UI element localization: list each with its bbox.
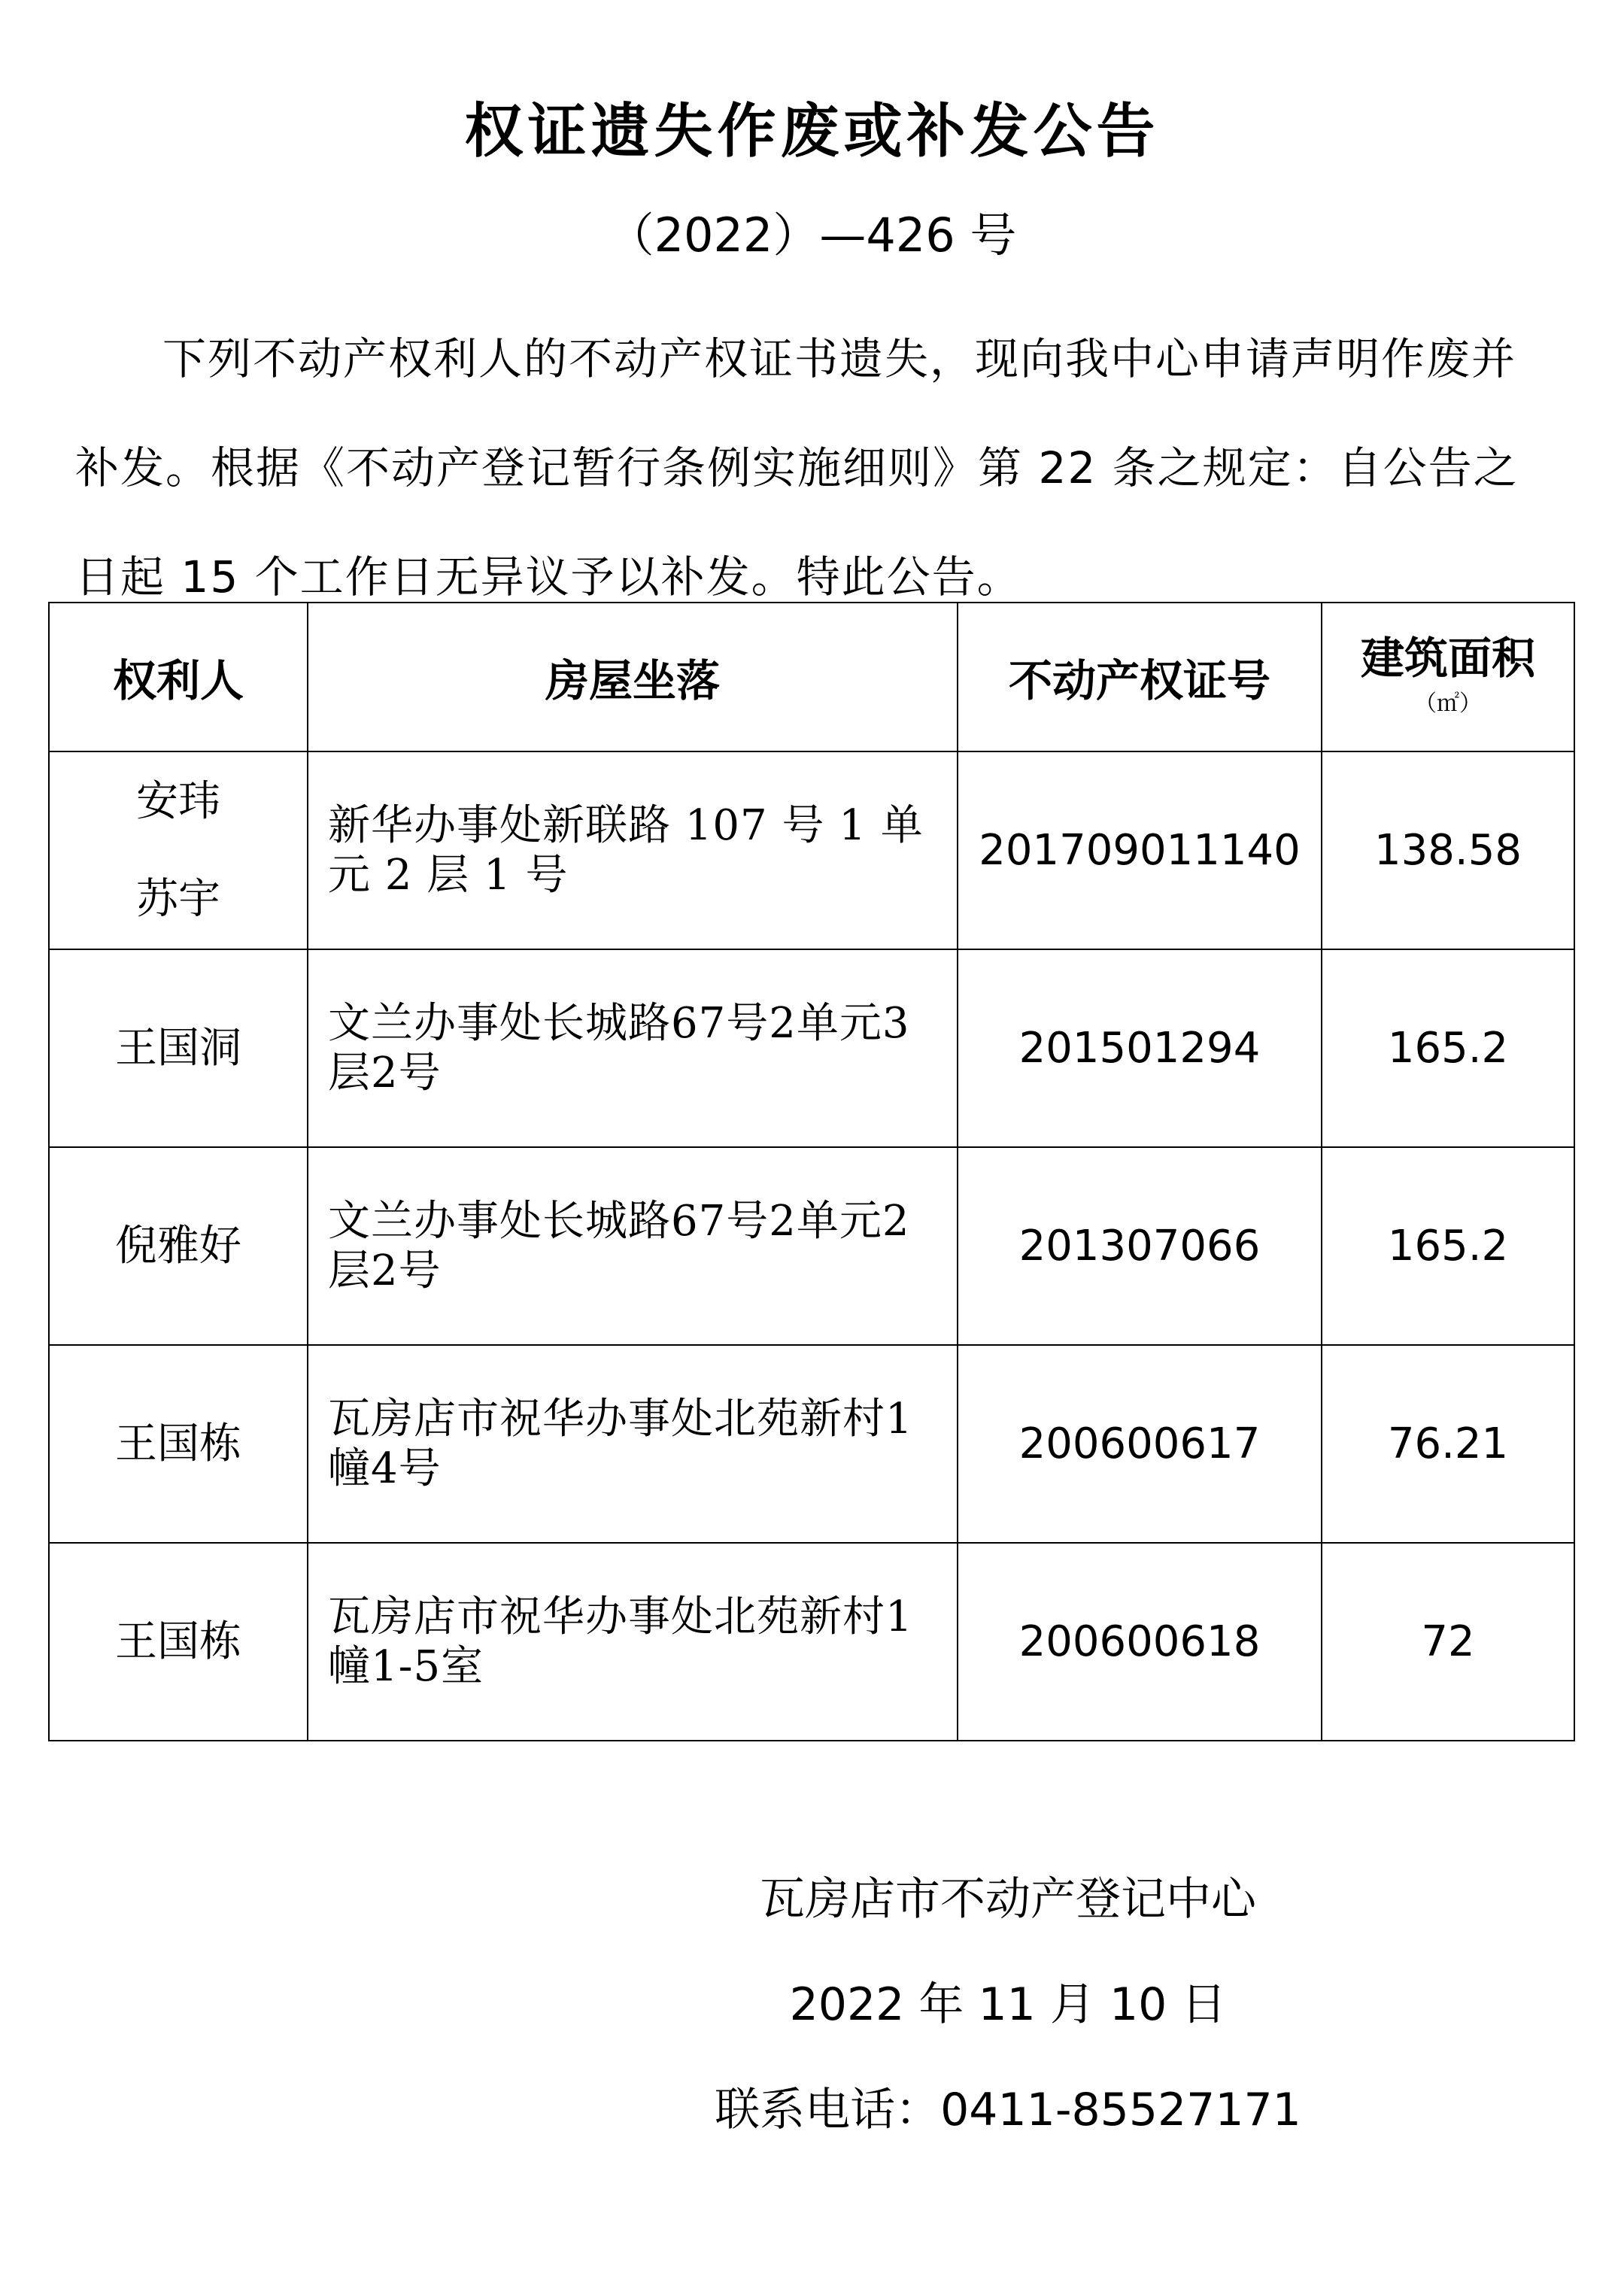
address-cell: 瓦房店市祝华办事处北苑新村1幢4号: [308, 1345, 958, 1543]
table-row: [49, 1543, 1574, 1741]
document-number: （2022）—426 号: [607, 208, 1017, 263]
table-row: [49, 1345, 1574, 1543]
notice-title: 权证遗失作废或补发公告: [464, 98, 1160, 165]
holder-cell: 倪雅好: [49, 1147, 308, 1345]
header-holder: 权利人: [49, 603, 308, 751]
table-header-row: [49, 603, 1574, 751]
issuing-organization: 瓦房店市不动产登记中心: [760, 1873, 1256, 1926]
cert-number-cell: 200600618: [958, 1543, 1322, 1741]
table-row: [49, 1147, 1574, 1345]
area-cell: 76.21: [1322, 1345, 1574, 1543]
header-address: 房屋坐落: [308, 603, 958, 751]
header-area-unit: （㎡）: [1414, 691, 1482, 717]
lost-certificate-table: [48, 602, 1575, 1741]
holder-cell: 王国洞: [49, 949, 308, 1147]
holder-cell: [49, 751, 308, 949]
cert-number-cell: 201501294: [958, 949, 1322, 1147]
address-cell: 瓦房店市祝华办事处北苑新村1幢1-5室: [308, 1543, 958, 1741]
address-cell: 文兰办事处长城路67号2单元2层2号: [308, 1147, 958, 1345]
contact-phone: 联系电话：0411-85527171: [715, 2084, 1301, 2136]
table-row: [49, 949, 1574, 1147]
cert-number-cell: 201709011140: [958, 751, 1322, 949]
area-cell: 165.2: [1322, 949, 1574, 1147]
area-cell: 72: [1322, 1543, 1574, 1741]
table-row: [49, 751, 1574, 949]
header-area: [1322, 603, 1574, 751]
header-area-label: 建筑面积: [1360, 633, 1535, 684]
holder-name: 苏宇: [136, 874, 220, 924]
intro-paragraph: 下列不动产权利人的不动产权证书遗失，现向我中心申请声明作废并补发。根据《不动产登记暂行条例实施细则》第 22 条之规定：自公告之日起 15 个工作日无异议予以补发。特此公告。: [75, 333, 1519, 603]
holder-cell: 王国栋: [49, 1543, 308, 1741]
cert-number-cell: 201307066: [958, 1147, 1322, 1345]
area-cell: 165.2: [1322, 1147, 1574, 1345]
cert-number-cell: 200600617: [958, 1345, 1322, 1543]
issue-date: 2022 年 11 月 10 日: [789, 1978, 1227, 2031]
area-cell: 138.58: [1322, 751, 1574, 949]
address-cell: 文兰办事处长城路67号2单元3层2号: [308, 949, 958, 1147]
address-cell: 新华办事处新联路 107 号 1 单元 2 层 1 号: [308, 751, 958, 949]
holder-cell: 王国栋: [49, 1345, 308, 1543]
holder-name: 安玮: [136, 776, 220, 826]
header-cert-number: 不动产权证号: [958, 603, 1322, 751]
